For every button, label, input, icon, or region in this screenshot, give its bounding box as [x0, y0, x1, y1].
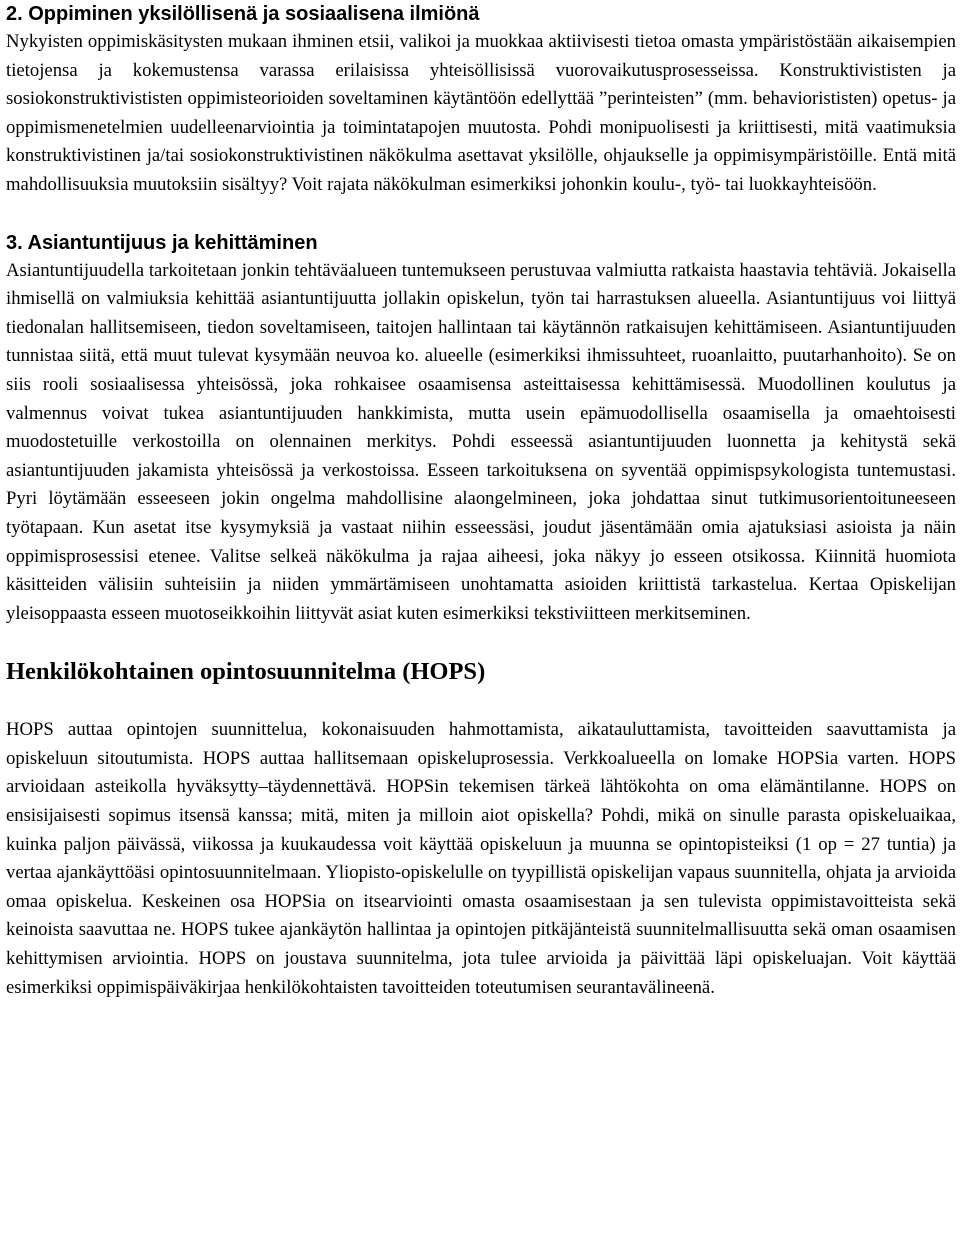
- section-2: [6, 0, 956, 200]
- section-3: [6, 229, 956, 629]
- spacer: [6, 689, 956, 716]
- spacer: [6, 200, 956, 229]
- section-2-heading: 2. Oppiminen yksilöllisenä ja sosiaalisena ilmiönä: [6, 3, 480, 25]
- spacer: [6, 628, 956, 655]
- section-3-body: Asiantuntijuudella tarkoitetaan jonkin tehtäväalueen tuntemukseen perustuvaa valmiutta ratkaista haastavia tehtäviä. Jokaisella ihmisellä on valmiuksia kehittää asiantuntijuutta jollakin opiskelun, työn tai harrastuksen alueella. Asiantuntijuus voi liittyä tiedonalan hallitsemiseen, tiedon soveltamiseen, taitojen hallintaan tai käytännön ratkaisujen kehittämiseen. Asiantuntijuuden tunnistaa siitä, että muut tulevat kysymään neuvoa ko. alueelle (esimerkiksi ihmissuhteet, ruoanlaitto, puutarhanhoito). Se on siis rooli sosiaalisessa yhteisössä, joka rohkaisee osaamisensa asteittaisessa kehittämisessä. Muodollinen koulutus ja valmennus voivat tukea asiantuntijuuden hankkimista, mutta usein epämuodollisella osaamisella ja omaehtoisesti muodostetuille verkostoilla on olennainen merkitys. Pohdi esseessä asiantuntijuuden luonnetta ja kehitystä sekä asiantuntijuuden jakamista yhteisössä ja verkostoissa. Esseen tarkoituksena on syventää oppimispsykologista tuntemustasi. Pyri löytämään esseeseen jokin ongelma mahdollisine alaongelmineen, joka johdattaa sinut tutkimusorientoituneeseen työtapaan. Kun asetat itse kysymyksiä ja vastaat niihin esseessäsi, joudut jäsentämään omia ajatuksiasi asioista ja näin oppimisprosessisi etenee. Valitse selkeä näkökulma ja rajaa aiheesi, joka näkyy jo esseen otsikossa. Kiinnitä huomiota käsitteiden välisiin suhteisiin ja niiden ymmärtämiseen unohtamatta asioiden kriittistä tarkastelua. Kertaa Opiskelijan yleisoppaasta esseen muotoseikkoihin liittyvät asiat kuten esimerkiksi tekstiviitteen merkitseminen.: [6, 259, 956, 624]
- document-page: [6, 0, 956, 1002]
- section-3-heading: 3. Asiantuntijuus ja kehittäminen: [6, 231, 318, 254]
- hops-heading: Henkilökohtainen opintosuunnitelma (HOPS): [6, 658, 486, 686]
- hops-section: [6, 655, 956, 1002]
- hops-body: HOPS auttaa opintojen suunnittelua, kokonaisuuden hahmottamista, aikatauluttamista, tavoitteiden saavuttamista ja opiskeluun sitoutumista. HOPS auttaa hallitsemaan opiskeluprosessia. Verkkoalueella on lomake HOPSia varten. HOPS arvioidaan asteikolla hyväksytty–täydennettävä. HOPSin tekemisen tärkeä lähtökohta on oma elämäntilanne. HOPS on ensisijaisesti sopimus itsensä kanssa; mitä, miten ja milloin aiot opiskella? Pohdi, mikä on sinulle parasta opiskeluaikaa, kuinka paljon päivässä, viikossa ja kuukaudessa voit käyttää opiskeluun ja muunna se opintopisteiksi (1 op = 27 tuntia) ja vertaa ajankäyttöäsi opintosuunnitelmaan. Yliopisto-opiskelulle on tyypillistä opiskelijan vapaus suunnitella, ohjata ja arvioida omaa opiskelua. Keskeinen osa HOPSia on itsearviointi omasta osaamisestaan ja sen tulevista oppimistavoitteista sekä keinoista saavuttaa ne. HOPS tukee ajankäytön hallintaa ja opintojen pitkäjänteistä suunnitelmallisuutta sekä oman osaamisen kehittymisen arviointia. HOPS on joustava suunnitelma, jota tulee arvioida ja päivittää läpi opiskeluajan. Voit käyttää esimerkiksi oppimispäiväkirjaa henkilökohtaisten tavoitteiden toteutumisen seurantavälineenä.: [6, 719, 956, 998]
- section-2-body: Nykyisten oppimiskäsitysten mukaan ihminen etsii, valikoi ja muokkaa aktiivisesti tietoa omasta ympäristöstään aikaisempien tietojensa ja kokemustensa varassa erilaisissa yhteisöllisissä vuorovaikutusprosesseissa. Konstruktivististen ja sosiokonstruktivististen oppimisteorioiden soveltaminen käytäntöön edellyttää ”perinteisten” (mm. behaviorististen) opetus- ja oppimismenetelmien uudelleenarviointia ja toimintatapojen muutosta. Pohdi monipuolisesti ja kriittisesti, mitä vaatimuksia konstruktivistinen ja/tai sosiokonstruktivistinen näkökulma asettavat yksilölle, ohjaukselle ja oppimisympäristöille. Entä mitä mahdollisuuksia muutoksiin sisältyy? Voit rajata näkökulman esimerkiksi johonkin koulu-, työ- tai luokkayhteisöön.: [6, 31, 956, 195]
